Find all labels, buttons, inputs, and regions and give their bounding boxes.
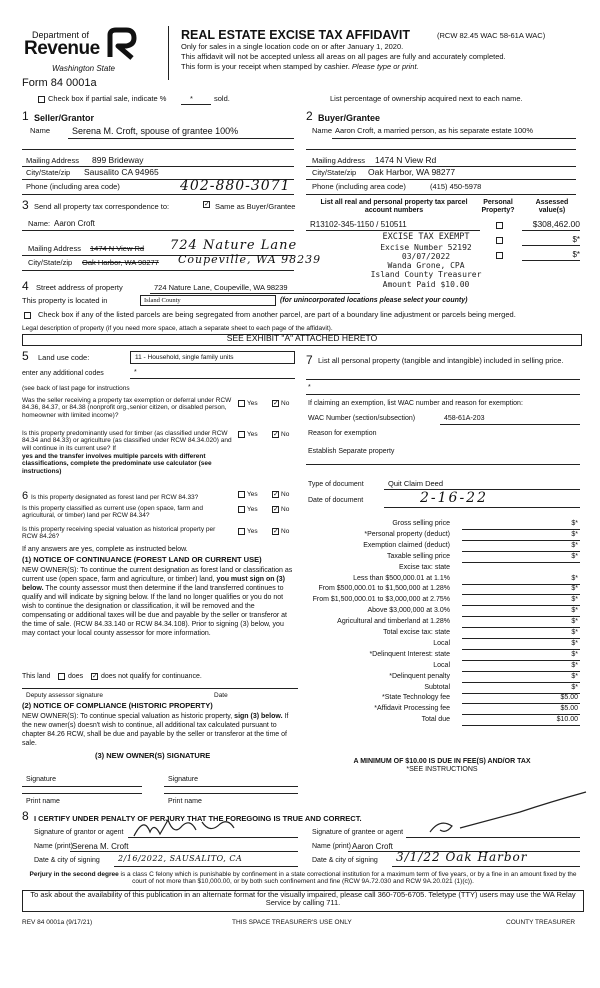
seller-name[interactable]: Serena M. Croft, spouse of grantee 100%: [72, 126, 239, 136]
exemption-question: Was the seller receiving a property tax exemption or deferral under RCW 84.36, 84.37, or 84.38 (nonprofit org.,senior citizen, or disabled person, homeowner with limited income)?: [22, 397, 232, 419]
deputy-sig-label: Deputy assessor signature: [26, 692, 103, 699]
seller-city-label: City/State/zip: [26, 168, 71, 177]
treasurer-use-label: THIS SPACE TREASURER'S USE ONLY: [232, 919, 352, 926]
tax-row-line: [462, 638, 580, 639]
tax-row-value[interactable]: $*: [571, 662, 578, 669]
buyer-mail[interactable]: 1474 N View Rd: [375, 155, 437, 165]
personal-property-list[interactable]: *: [308, 384, 311, 391]
buyer-city-label: City/State/zip: [312, 168, 357, 177]
land-does-checkbox[interactable]: [58, 673, 65, 680]
doc-date-label: Date of document: [308, 497, 364, 504]
parcel-number[interactable]: R13102-345-1150 / 510511: [310, 220, 407, 229]
buyer-name-label: Name: [312, 126, 333, 135]
buyer-title: Buyer/Grantee: [318, 113, 381, 123]
personal-property-checkbox[interactable]: [496, 252, 503, 259]
does-not-label: does not qualify for continuance.: [101, 673, 202, 680]
county-treasurer-label: COUNTY TREASURER: [506, 919, 576, 926]
street-address[interactable]: 724 Nature Lane, Coupeville, WA 98239: [154, 283, 288, 292]
print-label: Print name: [26, 798, 60, 805]
tax-row-value[interactable]: $5.00: [560, 694, 578, 701]
tax-row-label: Less than $500,000.01 at 1.1%: [353, 575, 450, 582]
tax-row-label: *Affidavit Processing fee: [374, 705, 450, 712]
assessed-value[interactable]: $308,462.00: [532, 219, 580, 229]
personal-property-checkbox[interactable]: [496, 237, 503, 244]
yes-label: Yes: [247, 491, 258, 498]
no-label: No: [281, 491, 290, 498]
grantee-date-label: Date & city of signing: [312, 857, 378, 864]
grantor-sig-label: Signature of grantor or agent: [34, 829, 124, 836]
certification-text: I CERTIFY UNDER PENALTY OF PERJURY THAT THE FOREGOING IS TRUE AND CORRECT.: [34, 814, 362, 823]
sec3-mail-label: Mailing Address: [28, 244, 81, 253]
q2-yes-checkbox[interactable]: [238, 431, 245, 438]
stamp-line: Island County Treasurer: [370, 270, 482, 280]
sec3-city-struck: Oak Harbor, WA 98277: [82, 258, 159, 267]
tax-row-value[interactable]: $*: [571, 553, 578, 560]
wac-number[interactable]: 458-61A-203: [444, 415, 485, 422]
yes-label: Yes: [247, 506, 258, 513]
tax-row-value[interactable]: $*: [571, 531, 578, 538]
treasurer-stamp: [366, 233, 486, 289]
no-label: No: [281, 506, 290, 513]
tax-row-label: Agricultural and timberland at 1.28%: [337, 618, 450, 625]
q3-no-checkbox[interactable]: ✓: [273, 491, 279, 498]
sig-label: Signature: [168, 776, 198, 783]
tax-row-label: Exemption claimed (deduct): [363, 542, 450, 549]
notice-compliance-title: (2) NOTICE OF COMPLIANCE (HISTORIC PROPERTY): [22, 701, 213, 710]
notice-compliance-text: NEW OWNER(S): To continue special valuation as historic property, sign (3) below. If the new owner(s) doesn't wish to continue, all additional tax calculated pursuant to chapter 84.26 RCW, shall be due and payable by the seller or transferor at the time of sale.: [22, 713, 289, 747]
buyer-phone[interactable]: (415) 450-5978: [430, 182, 482, 191]
segregation-label: Check box if any of the listed parcels are being segregated from another parcel, are part of a boundary line adjustment or parcels being merged.: [38, 310, 516, 319]
tax-row-value[interactable]: $*: [571, 640, 578, 647]
revenue-logo-icon: [104, 27, 138, 61]
partial-sale-label: Check box if partial sale, indicate %: [48, 94, 167, 103]
tax-row-label: *Personal property (deduct): [364, 531, 450, 538]
deputy-date-label: Date: [214, 692, 228, 699]
personal-property-checkbox[interactable]: [496, 222, 503, 229]
section-number: 2: [306, 109, 313, 123]
print-label: Print name: [168, 798, 202, 805]
yes-label: Yes: [247, 528, 258, 535]
tax-row-line: [462, 551, 580, 552]
additional-codes-label: enter any additional codes: [22, 370, 104, 377]
partial-sale-checkbox[interactable]: [38, 96, 45, 103]
tax-row-label: Local: [433, 640, 450, 647]
dept-label: Department of: [32, 30, 90, 40]
grantee-name[interactable]: Aaron Croft: [352, 842, 393, 851]
grantor-name-label: Name (print): [34, 843, 73, 850]
wac-note: If claiming an exemption, list WAC number and reason for exemption:: [308, 400, 523, 407]
tax-row-line: [462, 703, 580, 704]
no-label: No: [281, 431, 290, 438]
personal-property-header: Personal Property?: [481, 199, 515, 214]
tax-row-value[interactable]: $*: [571, 520, 578, 527]
tax-row-line: [462, 562, 580, 563]
buyer-name[interactable]: Aaron Croft, a married person, as his separate estate 100%: [335, 126, 534, 135]
tax-row-label: From $1,500,000.01 to $3,000,000 at 2.75%: [312, 596, 450, 603]
form-title: REAL ESTATE EXCISE TAX AFFIDAVIT: [181, 28, 410, 42]
tax-row-line: [462, 714, 580, 715]
q5-yes-checkbox[interactable]: [238, 528, 245, 535]
seller-city[interactable]: Sausalito CA 94965: [84, 167, 159, 177]
wac-label: WAC Number (section/subsection): [308, 415, 416, 422]
q4-yes-checkbox[interactable]: [238, 506, 245, 513]
land-use-select[interactable]: 11 - Household, single family units: [130, 351, 295, 364]
county-note: (for unincorporated locations please select your county): [280, 297, 468, 304]
assessed-value-header: Assessed value(s): [535, 199, 569, 214]
header-line: Please type or print.: [351, 62, 419, 71]
tax-row-value[interactable]: $*: [571, 585, 578, 592]
reason-label: Reason for exemption: [308, 430, 377, 437]
tax-row-line: [462, 649, 580, 650]
no-label: No: [281, 400, 290, 407]
answers-note: If any answers are yes, complete as instructed below.: [22, 546, 188, 553]
tax-row-label: *State Technology fee: [382, 694, 450, 701]
same-as-buyer-label: Same as Buyer/Grantee: [215, 202, 296, 211]
stamp-line: EXCISE TAX EXEMPT: [382, 232, 470, 242]
notice-continuance-text: NEW OWNER(S): To continue the current designation as forest land or classification as current use (open space, farm and agriculture, or timber) land, you must sign on (3) below. The county assessor must then determine if the land transferred continues to qualify and will indicate by signing below. If the land no longer qualifies or you do not wish to continue the designation or classification, it will be removed and the compensating or additional taxes will be due and payable by the seller or transferor at the time of sale. (RCW 84.33.140 or RCW 84.34.108). Prior to signing (3) below, you may contact your local county assessor for more information.: [22, 567, 293, 637]
county-select[interactable]: Island County: [140, 295, 276, 306]
doc-type[interactable]: Quit Claim Deed: [388, 479, 444, 488]
q2-no-checkbox[interactable]: ✓: [273, 431, 279, 438]
see-instructions: *SEE INSTRUCTIONS: [406, 766, 478, 773]
land-does-not-checkbox[interactable]: ✓: [92, 673, 98, 680]
same-as-buyer-checkbox[interactable]: ✓: [204, 201, 210, 208]
sig-label: Signature: [26, 776, 56, 783]
q4-no-checkbox[interactable]: ✓: [273, 506, 279, 513]
doc-date[interactable]: 2-16-22: [420, 490, 488, 506]
assessed-value[interactable]: $*: [572, 250, 580, 259]
header-line: This affidavit will not be accepted unless all areas on all pages are fully and accurately completed.: [181, 52, 506, 61]
partial-sold-label: sold.: [214, 94, 230, 103]
tax-row-value[interactable]: $5.00: [560, 705, 578, 712]
parcels-header: List all real and personal property tax parcel account numbers: [320, 199, 468, 214]
header-line: This form is your receipt when stamped by cashier.: [181, 62, 350, 71]
form-number: Form 84 0001a: [22, 77, 97, 89]
sec3-mail-struck: 1474 N View Rd: [90, 244, 145, 253]
land-label: This land: [22, 673, 51, 680]
section-number: 1: [22, 109, 29, 123]
doc-type-label: Type of document: [308, 481, 364, 488]
sec3-title: Send all property tax correspondence to:: [34, 202, 170, 211]
seller-phone[interactable]: 402-880-3071: [180, 178, 291, 194]
tax-row-line: [462, 682, 580, 683]
tax-row-value[interactable]: $*: [571, 651, 578, 658]
yes-label: Yes: [247, 400, 258, 407]
notice-continuance-title: (1) NOTICE OF CONTINUANCE (FOREST LAND OR CURRENT USE): [22, 555, 262, 564]
section-number: 7: [306, 353, 313, 367]
stamp-line: Amount Paid $10.00: [382, 279, 470, 289]
stamp-line: Wanda Grone, CPA: [387, 261, 465, 271]
tax-row-line: [462, 660, 580, 661]
tax-row-label: Gross selling price: [392, 520, 450, 527]
section-number: 5: [22, 349, 29, 363]
section-number: 6: [22, 490, 29, 502]
tax-row-value[interactable]: $10.00: [556, 716, 578, 723]
q1-no-checkbox[interactable]: ✓: [273, 400, 279, 407]
grantor-date-city[interactable]: 2/16/2022, SAUSALITO, CA: [118, 854, 243, 863]
sec3-mail-new[interactable]: 724 Nature Lane: [170, 238, 298, 253]
seller-mail-label: Mailing Address: [26, 156, 79, 165]
q5-no-checkbox[interactable]: ✓: [273, 528, 279, 535]
stamp-line: Excise Number 52192: [380, 242, 472, 252]
historic-question: Is this property receiving special valuation as historical property per RCW 84.26?: [22, 526, 216, 541]
tax-row-value[interactable]: $*: [571, 673, 578, 680]
grantor-date-label: Date & city of signing: [34, 857, 100, 864]
legal-desc-label: Legal description of property (if you need more space, attach a separate sheet to each page of the affidavit).: [22, 325, 333, 332]
q3-yes-checkbox[interactable]: [238, 491, 245, 498]
tax-row-label: *Delinquent Interest: state: [369, 651, 450, 658]
tax-row-line: [462, 616, 580, 617]
tax-row-line: [462, 725, 580, 726]
section-number: 3: [22, 198, 29, 212]
yes-label: Yes: [247, 431, 258, 438]
minimum-due-note: A MINIMUM OF $10.00 IS DUE IN FEE(S) AND/OR TAX: [353, 758, 531, 765]
tax-row-label: Local: [433, 662, 450, 669]
tax-row-value[interactable]: $*: [571, 596, 578, 603]
tax-row-label: Above $3,000,000 at 3.0%: [367, 607, 450, 614]
sec3-city-new[interactable]: Coupeville, WA 98239: [178, 253, 322, 266]
grantee-date-city[interactable]: 3/1/22 Oak Harbor: [396, 850, 528, 864]
buyer-city[interactable]: Oak Harbor, WA 98277: [368, 167, 456, 177]
perjury-text: Perjury in the second degree is a class C felony which is punishable by confinement in a state correctional institution for a maximum term of five years, or by a fine in an amount fixed by the court of not more than $10,000.00, or by both such confinement and fine (RCW 9A.72.030 and RCW 9A.20.021 (1)(c)).: [29, 871, 577, 886]
sec3-city-label: City/State/zip: [28, 258, 73, 267]
grantee-sig-label: Signature of grantee or agent: [312, 829, 404, 836]
tax-row-label: Excise tax: state: [399, 564, 450, 571]
tax-row-label: Taxable selling price: [386, 553, 450, 560]
land-use-label: Land use code:: [38, 353, 90, 362]
grantee-signature[interactable]: [400, 790, 590, 842]
no-label: No: [281, 528, 290, 535]
timber-question-bold: yes and the transfer involves multiple parcels with different classifications, complete the predominate use calculator (see instructions): [22, 453, 212, 475]
does-label: does: [68, 673, 84, 680]
header-line: Only for sales in a single location code on or after January 1, 2020.: [181, 42, 404, 51]
seller-phone-label: Phone (including area code): [26, 182, 120, 191]
revision-label: REV 84 0001a (9/17/21): [22, 919, 93, 926]
assessed-value[interactable]: $*: [572, 235, 580, 244]
segregation-checkbox[interactable]: [24, 312, 31, 319]
q1-yes-checkbox[interactable]: [238, 400, 245, 407]
tax-row-line: [462, 594, 580, 595]
section-number: 4: [22, 279, 29, 293]
location-label: This property is located in: [22, 296, 108, 305]
partial-pct[interactable]: *: [190, 94, 193, 103]
sec3-name[interactable]: Aaron Croft: [54, 219, 95, 228]
tax-row-value[interactable]: $*: [571, 618, 578, 625]
personal-property-title: List all personal property (tangible and intangible) included in selling price.: [318, 356, 564, 365]
tax-row-label: Subtotal: [424, 684, 450, 691]
tax-row-value[interactable]: $*: [571, 684, 578, 691]
tax-row-label: Total due: [421, 716, 450, 723]
timber-question: Is this property predominantly used for timber (as classified under RCW 84.34 and 84.33) or agriculture (as classified under RCW 84.34.020) and will continue in its current use? If: [22, 430, 232, 452]
street-address-label: Street address of property: [36, 283, 123, 292]
tax-row-line: [462, 529, 580, 530]
grantor-name[interactable]: Serena M. Croft: [72, 842, 129, 851]
wa-state-label: Washington State: [52, 64, 116, 73]
rcw-ref: (RCW 82.45 WAC 58-61A WAC): [437, 31, 546, 40]
ownership-note: List percentage of ownership acquired next to each name.: [330, 94, 523, 103]
forest-question: Is this property designated as forest land per RCW 84.33?: [31, 494, 199, 501]
tax-row-label: *Delinquent penalty: [389, 673, 450, 680]
tax-row-value[interactable]: $*: [571, 575, 578, 582]
buyer-mail-label: Mailing Address: [312, 156, 365, 165]
revenue-logo-text: Revenue: [24, 38, 100, 59]
seller-mail[interactable]: 899 Brideway: [92, 155, 144, 165]
tax-row-value[interactable]: $*: [571, 607, 578, 614]
tax-row-line: [462, 540, 580, 541]
see-back-label: (see back of last page for instructions: [22, 385, 130, 392]
reason-value[interactable]: Establish Separate property: [308, 448, 395, 455]
sec3-name-label: Name:: [28, 219, 51, 228]
tax-row-value[interactable]: $*: [571, 542, 578, 549]
tax-row-line: [462, 627, 580, 628]
seller-name-label: Name: [30, 126, 51, 135]
tax-row-line: [462, 671, 580, 672]
tax-row-line: [462, 605, 580, 606]
buyer-phone-label: Phone (including area code): [312, 182, 406, 191]
tax-row-value[interactable]: $*: [571, 629, 578, 636]
stamp-line: 03/07/2022: [401, 251, 451, 261]
legal-description[interactable]: SEE EXHIBIT "A" ATTACHED HERETO: [226, 333, 378, 343]
grantee-name-label: Name (print): [312, 843, 351, 850]
tax-row-label: Total excise tax: state: [383, 629, 450, 636]
new-owner-sig-title: (3) NEW OWNER(S) SIGNATURE: [95, 751, 211, 760]
accessibility-note: To ask about the availability of this publication in an alternate format for the visually impaired, please call 360-705-6705. Teletype (TTY) users may use the WA Relay Service by calling 711.: [30, 890, 576, 908]
additional-codes[interactable]: *: [134, 369, 137, 376]
seller-title: Seller/Grantor: [34, 113, 95, 123]
current-use-question: Is this property classified as current use (open space, farm and agricultural, or timber) land per RCW 84.34?: [22, 505, 204, 520]
section-number: 8: [22, 809, 29, 823]
tax-row-label: From $500,000.01 to $1,500,000 at 1.28%: [318, 585, 450, 592]
